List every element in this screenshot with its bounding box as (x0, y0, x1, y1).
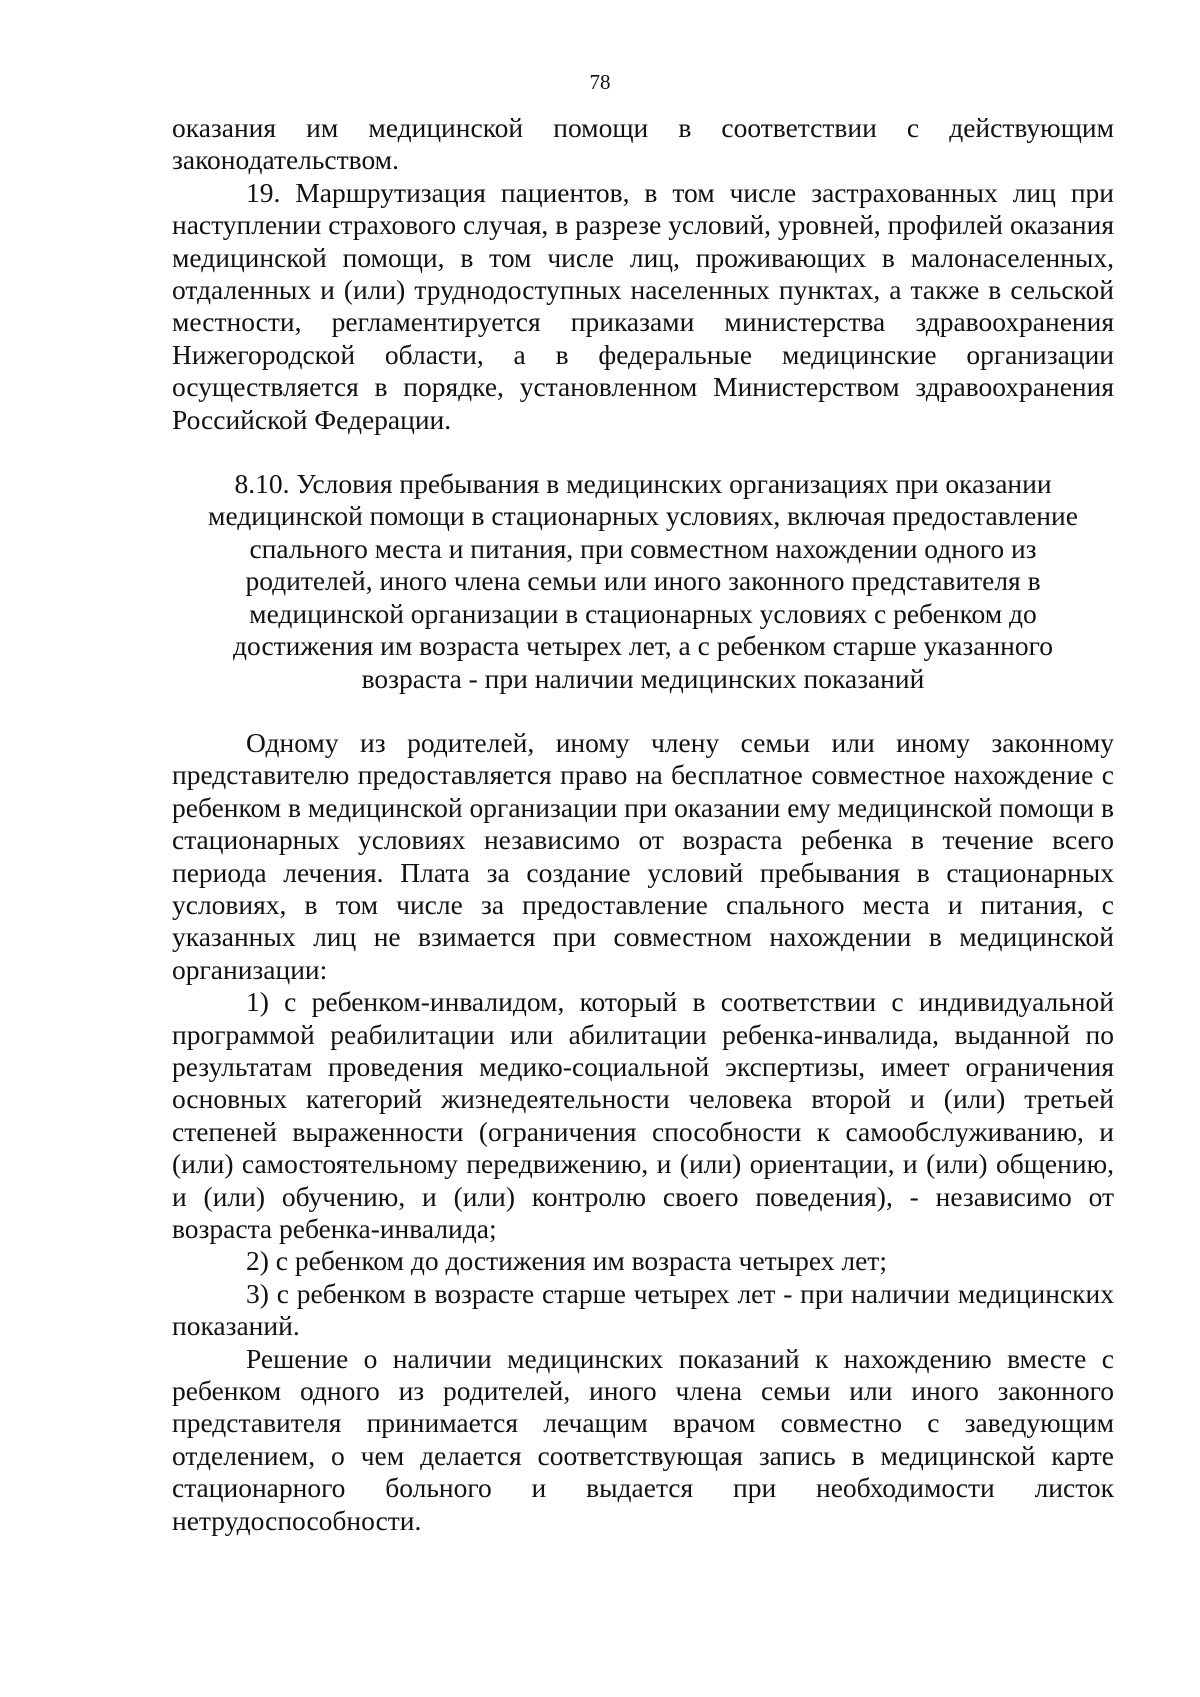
spacer (172, 436, 1114, 468)
page-number: 78 (589, 70, 611, 94)
list-item-2: 2) с ребенком до достижения им возраста четырех лет; (246, 1245, 887, 1277)
paragraph-item-19: 19. Маршрутизация пациентов, в том числе застрахованных лиц при наступлении страхового случая, в разрезе условий, уровней, профилей оказания медицинской помощи, в том числе лиц, проживающих в малонаселенных, отдаленных и (или) труднодоступных населенных пунктах, а также в сельской местности, регламентируется приказами министерства здравоохранения Нижегородской области, а в федеральные медицинские организации осуществляется в порядке, установленном Министерством здравоохранения Российской Федерации. (172, 176, 1114, 435)
document-body (172, 112, 1114, 1537)
paragraph-intro: Одному из родителей, иному члену семьи или иному законному представителю предоставляется право на бесплатное совместное нахождение с ребенком в медицинской организации при оказании ему медицинской помощи в стационарных условиях независимо от возраста ребенка в течение всего периода лечения. Плата за создание условий пребывания в стационарных условиях, в том числе за предоставление спального места и питания, с указанных лиц не взимается при совместном нахождении в медицинской организации: (172, 726, 1114, 985)
paragraph-decision: Решение о наличии медицинских показаний к нахождению вместе с ребенком одного из родителей, иного члена семьи или иного законного представителя принимается лечащим врачом совместно с заведующим отделением, о чем делается соответствующая запись в медицинской карте стационарного больного и выдается при необходимости листок нетрудоспособности. (172, 1342, 1114, 1536)
section-heading: 8.10. Условия пребывания в медицинских организациях при оказании медицинской помощи в стационарных условиях, включая предоставление спального места и питания, при совместном нахождении одного из родителей, иного члена семьи или иного законного представителя в медицинской организации в стационарных условиях с ребенком до достижения им возраста четырех лет, а с ребенком старше указанного возраста - при наличии медицинских показаний (208, 468, 1078, 694)
list-item-1: 1) с ребенком-инвалидом, который в соответствии с индивидуальной программой реабилитации или абилитации ребенка-инвалида, выданной по результатам проведения медико-социальной экспертизы, имеет ограничения основных категорий жизнедеятельности человека второй и (или) третьей степеней выраженности (ограничения способности к самообслуживанию, и (или) самостоятельному передвижению, и (или) ориентации, и (или) общению, и (или) обучению, и (или) контролю своего поведения), - независимо от возраста ребенка-инвалида; (172, 986, 1114, 1244)
spacer (172, 695, 1114, 727)
list-item-3: 3) с ребенком в возрасте старше четырех лет - при наличии медицинских показаний. (172, 1277, 1114, 1342)
paragraph-continuation: оказания им медицинской помощи в соответствии с действующим законодательством. (172, 112, 1114, 176)
